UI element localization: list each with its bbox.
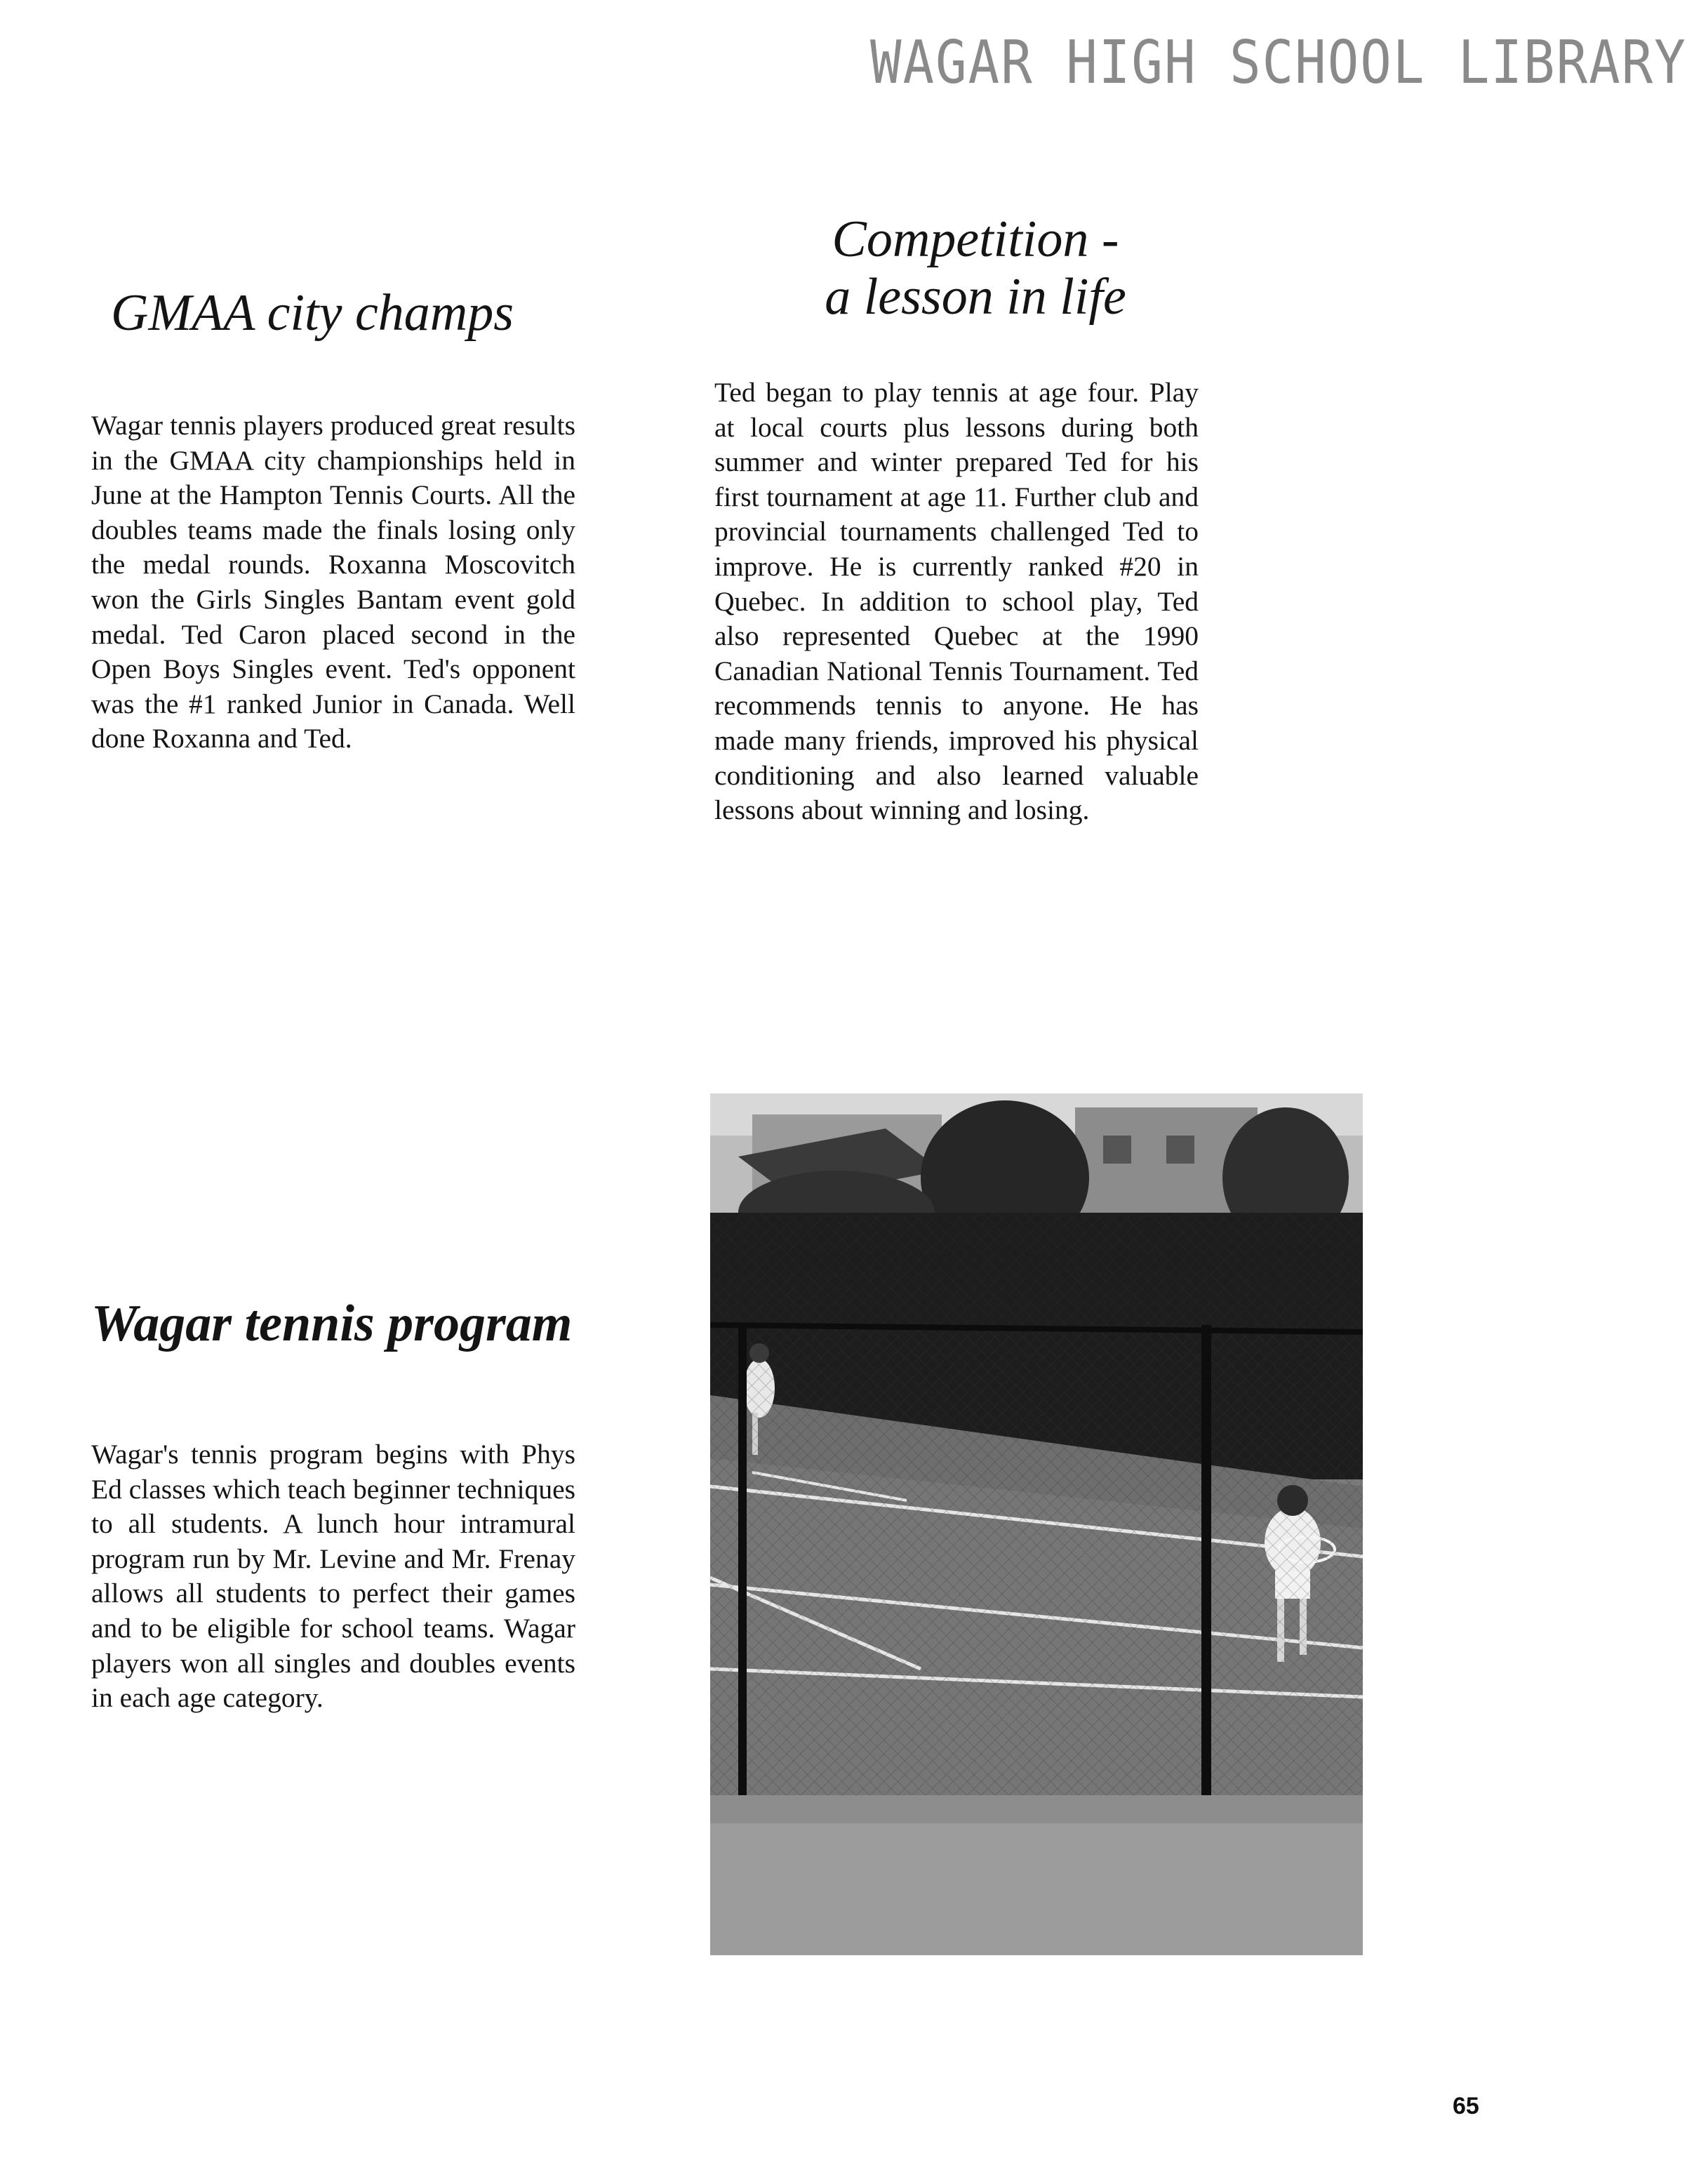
gmaa-heading: GMAA city champs: [111, 284, 514, 342]
program-heading: Wagar tennis program: [91, 1295, 573, 1352]
page-number: 65: [1453, 2093, 1479, 2119]
tennis-court-illustration: [710, 1093, 1363, 1955]
tennis-court-photo: [710, 1093, 1363, 1955]
library-stamp: WAGAR HIGH SCHOOL LIBRARY: [870, 28, 1687, 98]
competition-paragraph: Ted began to play tennis at age four. Play at local courts plus lessons during both summer and winter prepared Ted for his first tournament at age 11. Further club and provincial tournaments challenged Ted to improve. He is currently ranked #20 in Quebec. In addition to school play, Ted also represented Quebec at the 1990 Canadian National Tennis Tournament. Ted recommends tennis to anyone. He has made many friends, improved his physical conditioning and also learned valuable lessons about winning and losing.: [714, 377, 1199, 826]
gmaa-paragraph: Wagar tennis players produced great results in the GMAA city championships held in June at the Hampton Tennis Courts. All the doubles teams made the finals losing only the medal rounds. Roxanna Moscovitch won the Girls Singles Bantam event gold medal. Ted Caron placed second in the Open Boys Singles event. Ted's opponent was the #1 ranked Junior in Canada. Well done Roxanna and Ted.: [91, 410, 575, 754]
program-paragraph: Wagar's tennis program begins with Phys Ed classes which teach beginner techniques to all students. A lunch hour intramural program run by Mr. Levine and Mr. Frenay allows all students to perfect their games and to be eligible for school teams. Wagar players won all singles and doubles events in each age category.: [91, 1439, 575, 1714]
competition-heading-line-2: a lesson in life: [825, 268, 1126, 326]
competition-heading-line-1: Competition -: [832, 211, 1119, 268]
competition-heading: [702, 211, 1249, 326]
